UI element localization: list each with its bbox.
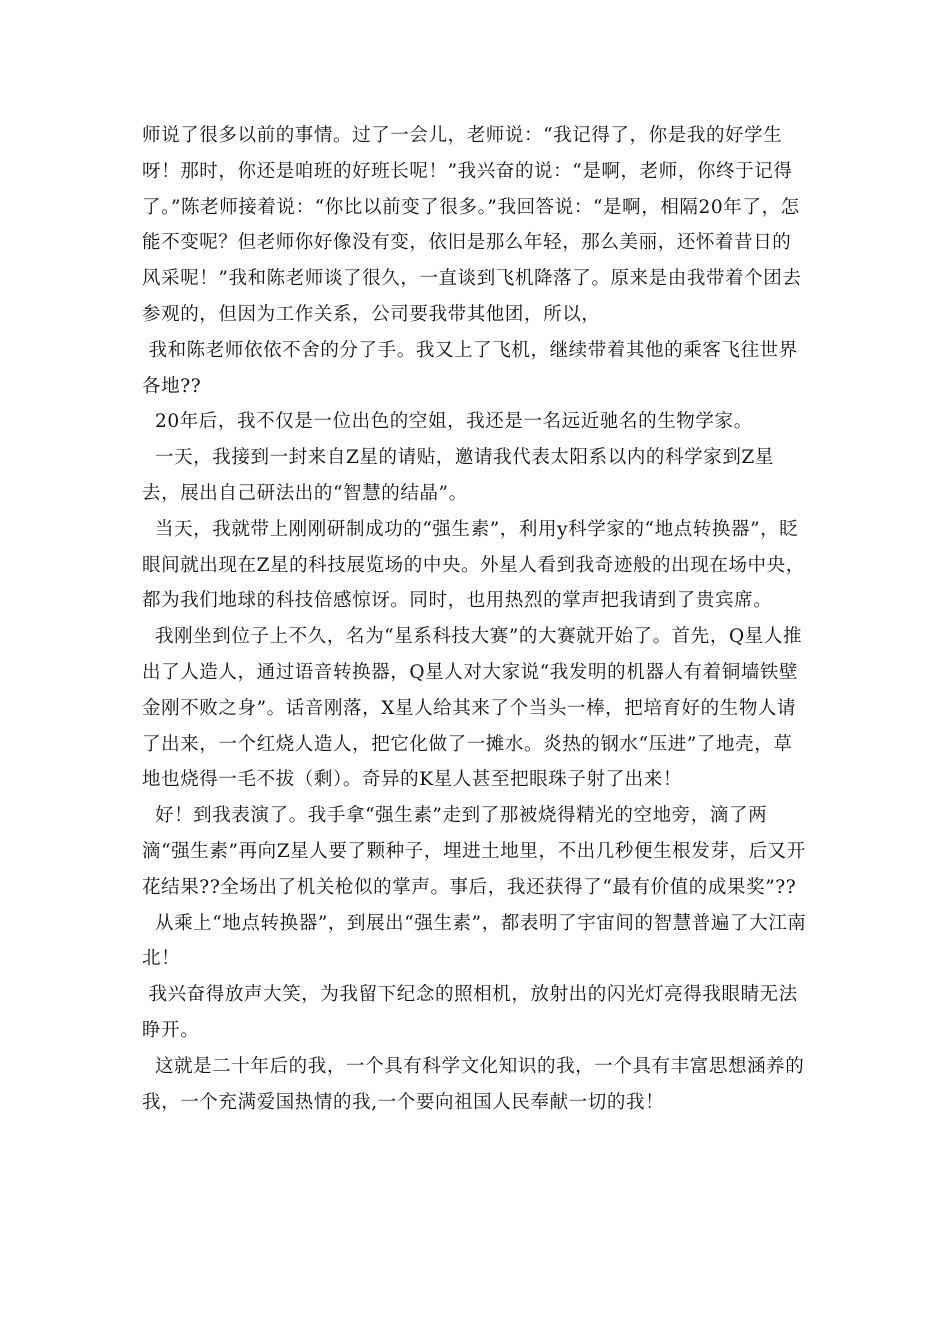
paragraph: 当天，我就带上刚刚研制成功的“强生素”，利用y科学家的“地点转换器”，眨眼间就出现在Z星的科技展览场的中央。外星人看到我奇迹般的出现在场中央，都为我们地球的科技倍感惊讶。同时，也用热烈的掌声把我请到了贵宾席。 <box>142 518 805 612</box>
paragraph: 我和陈老师依依不舍的分了手。我又上了飞机，继续带着其他的乘客飞往世界各地?? <box>142 339 798 397</box>
document-body <box>142 118 810 1120</box>
paragraph: 我兴奋得放声大笑，为我留下纪念的照相机，放射出的闪光灯亮得我眼睛无法睁开。 <box>142 984 798 1041</box>
paragraph: 好！到我表演了。我手拿“强生素”走到了那被烧得精光的空地旁，滴了两滴“强生素”再向Z星人要了颗种子，埋进土地里，不出几秒便生根发芽，后又开花结果??全场出了机关枪似的掌声。事后，我还获得了“最有价值的成果奖”?? <box>142 805 806 898</box>
paragraph: 师说了很多以前的事情。过了一会儿，老师说：“我记得了，你是我的好学生呀！那时，你还是咱班的好班长呢！”我兴奋的说：“是啊，老师，你终于记得了。”陈老师接着说：“你比以前变了很多。”我回答说：“是啊，相隔20年了，怎能不变呢？但老师你好像没有变，依旧是那么年轻，那么美丽，还怀着昔日的风采呢！”我和陈老师谈了很久，一直谈到飞机降落了。原来是由我带着个团去参观的，但因为工作关系，公司要我带其他团，所以， <box>142 125 802 325</box>
paragraph: 从乘上“地点转换器”，到展出“强生素”，都表明了宇宙间的智慧普遍了大江南北！ <box>142 912 807 970</box>
paragraph: 20年后，我不仅是一位出色的空姐，我还是一名远近驰名的生物学家。 <box>142 411 753 433</box>
paragraph: 一天，我接到一封来自Z星的请贴，邀请我代表太阳系以内的科学家到Z星去，展出自己研法出的“智慧的结晶”。 <box>142 447 774 504</box>
paragraph: 我刚坐到位子上不久，名为“星系科技大赛”的大赛就开始了。首先，Q星人推出了人造人，通过语音转换器，Q星人对大家说“我发明的机器人有着铜墙铁壁金刚不败之身”。话音刚落，X星人给其来了个当头一棒，把培育好的生物人请了出来，一个红烧人造人，把它化做了一摊水。炎热的钢水“压进”了地壳，草地也烧得一毛不拔（剩）。奇异的K星人甚至把眼珠子射了出来！ <box>142 626 803 791</box>
paragraph: 这就是二十年后的我，一个具有科学文化知识的我，一个具有丰富思想涵养的我，一个充满爱国热情的我,一个要向祖国人民奉献一切的我！ <box>142 1055 805 1113</box>
